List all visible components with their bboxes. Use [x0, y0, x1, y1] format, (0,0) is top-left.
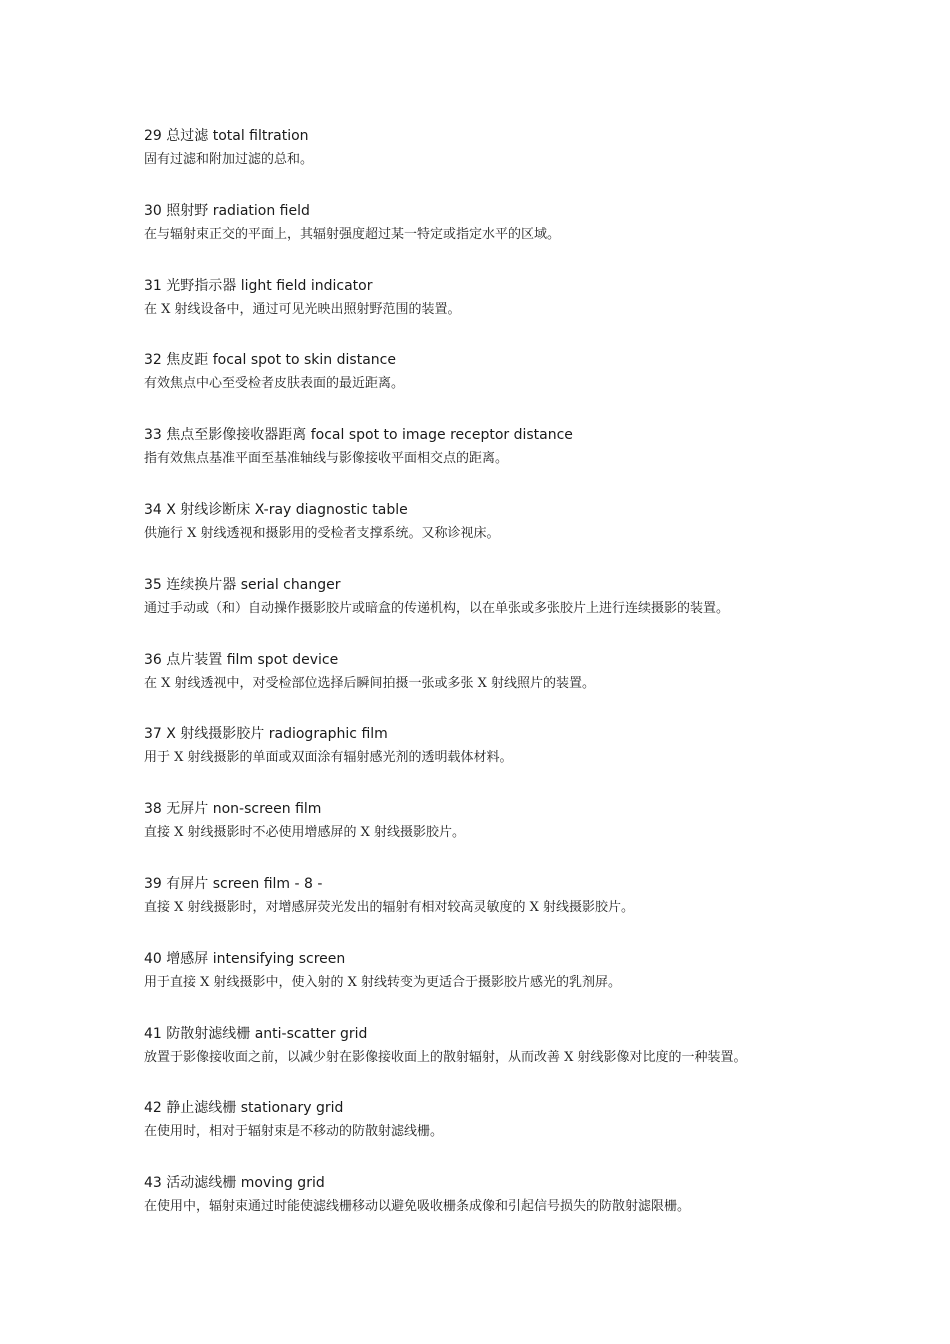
entry-term: 31 光野指示器 light field indicator [144, 277, 373, 294]
entry-definition: 有效焦点中心至受检者皮肤表面的最近距离。 [144, 376, 405, 392]
glossary-entry [144, 348, 924, 423]
entry-term: 37 X 射线摄影胶片 radiographic film [144, 726, 388, 743]
entry-definition: 在与辐射束正交的平面上，其辐射强度超过某一特定或指定水平的区域。 [144, 226, 561, 242]
glossary-entry [144, 722, 924, 797]
entry-term: 42 静止滤线栅 stationary grid [144, 1100, 344, 1117]
glossary-entries [144, 124, 924, 1246]
glossary-entry [144, 423, 924, 498]
glossary-entry [144, 1171, 924, 1246]
entry-definition: 放置于影像接收面之前，以减少射在影像接收面上的散射辐射，从而改善 X 射线影像对比度的一种装置。 [144, 1049, 747, 1065]
entry-term: 35 连续换片器 serial changer [144, 576, 341, 593]
entry-definition: 直接 X 射线摄影时，对增感屏荧光发出的辐射有相对较高灵敏度的 X 射线摄影胶片。 [144, 899, 635, 915]
entry-definition: 固有过滤和附加过滤的总和。 [144, 152, 314, 167]
entry-definition: 通过手动或（和）自动操作摄影胶片或暗盒的传递机构，以在单张或多张胶片上进行连续摄影的装置。 [144, 600, 730, 616]
entry-definition: 直接 X 射线摄影时不必使用增感屏的 X 射线摄影胶片。 [144, 825, 466, 841]
entry-definition: 在 X 射线透视中，对受检部位选择后瞬间拍摄一张或多张 X 射线照片的装置。 [144, 675, 596, 691]
glossary-entry [144, 573, 924, 648]
entry-term: 33 焦点至影像接收器距离 focal spot to image receptor distance [144, 427, 573, 444]
glossary-entry [144, 872, 924, 947]
glossary-entry [144, 124, 924, 199]
entry-definition: 指有效焦点基准平面至基准轴线与影像接收平面相交点的距离。 [144, 451, 509, 467]
glossary-entry [144, 797, 924, 872]
glossary-entry [144, 1096, 924, 1171]
entry-term: 41 防散射滤线栅 anti-scatter grid [144, 1025, 368, 1042]
entry-definition: 供施行 X 射线透视和摄影用的受检者支撑系统。又称诊视床。 [144, 525, 500, 541]
entry-term: 40 增感屏 intensifying screen [144, 950, 346, 967]
glossary-entry [144, 274, 924, 349]
glossary-entry [144, 199, 924, 274]
entry-definition: 在使用时，相对于辐射束是不移动的防散射滤线栅。 [144, 1124, 444, 1140]
entry-term: 43 活动滤线栅 moving grid [144, 1175, 325, 1192]
glossary-entry [144, 648, 924, 723]
entry-term: 36 点片装置 film spot device [144, 651, 339, 668]
entry-term: 32 焦皮距 focal spot to skin distance [144, 352, 396, 369]
glossary-entry [144, 1022, 924, 1097]
entry-term: 34 X 射线诊断床 X-ray diagnostic table [144, 501, 408, 518]
entry-term: 30 照射野 radiation field [144, 202, 310, 219]
glossary-entry [144, 498, 924, 573]
entry-definition: 用于 X 射线摄影的单面或双面涂有辐射感光剂的透明载体材料。 [144, 750, 513, 766]
entry-definition: 用于直接 X 射线摄影中，使入射的 X 射线转变为更适合于摄影胶片感光的乳剂屏。 [144, 974, 622, 990]
entry-definition: 在 X 射线设备中，通过可见光映出照射野范围的装置。 [144, 301, 461, 317]
entry-term: 29 总过滤 total filtration [144, 128, 309, 144]
entry-definition: 在使用中，辐射束通过时能使滤线栅移动以避免吸收栅条成像和引起信号损失的防散射滤限栅。 [144, 1199, 691, 1215]
entry-term: 38 无屏片 non-screen film [144, 801, 322, 818]
glossary-entry [144, 947, 924, 1022]
entry-term: 39 有屏片 screen film - 8 - [144, 875, 323, 892]
